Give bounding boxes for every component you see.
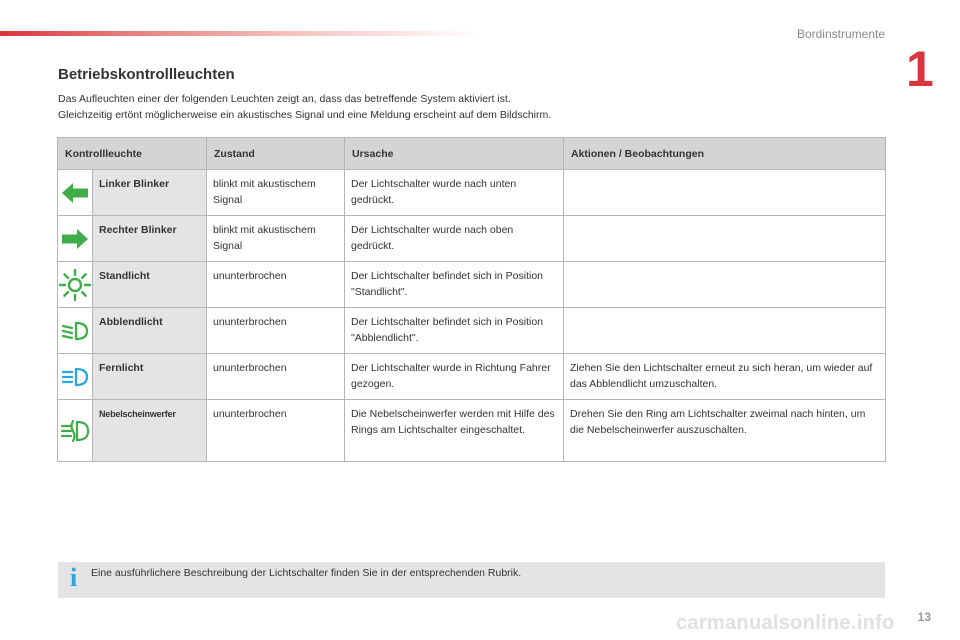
table-row — [58, 216, 886, 262]
chapter-number: 1 — [906, 41, 934, 97]
intro-line: Gleichzeitig ertönt möglicherweise ein akustisches Signal und eine Meldung erscheint auf dem Bildschirm. — [58, 109, 552, 121]
light-cause: Der Lichtschalter wurde nach oben gedrückt. — [345, 216, 564, 262]
table-row — [58, 400, 886, 462]
sidelight-icon — [58, 268, 92, 302]
light-action: Drehen Sie den Ring am Lichtschalter zweimal nach hinten, um die Nebelscheinwerfer auszuschalten. — [564, 400, 886, 462]
light-name: Linker Blinker — [93, 170, 207, 216]
intro-text — [58, 91, 551, 123]
light-state: ununterbrochen — [207, 262, 345, 308]
light-cause: Der Lichtschalter wurde nach unten gedrückt. — [345, 170, 564, 216]
light-cause: Die Nebelscheinwerfer werden mit Hilfe des Rings am Lichtschalter eingeschaltet. — [345, 400, 564, 462]
high-beam-icon — [60, 365, 90, 389]
icon-cell — [58, 400, 93, 462]
light-action: Ziehen Sie den Lichtschalter erneut zu sich heran, um wieder auf das Abblendlicht umzuschalten. — [564, 354, 886, 400]
light-state: ununterbrochen — [207, 308, 345, 354]
light-state: ununterbrochen — [207, 400, 345, 462]
icon-cell — [58, 262, 93, 308]
light-name: Standlicht — [93, 262, 207, 308]
icon-cell — [58, 216, 93, 262]
header-accent-bar — [0, 31, 480, 36]
icon-cell — [58, 354, 93, 400]
light-state: ununterbrochen — [207, 354, 345, 400]
light-cause: Der Lichtschalter befindet sich in Position "Standlicht". — [345, 262, 564, 308]
column-header-cause: Ursache — [345, 138, 564, 170]
icon-cell — [58, 170, 93, 216]
arrow-right-icon — [60, 227, 90, 251]
light-name: Abblendlicht — [93, 308, 207, 354]
table-row — [58, 354, 886, 400]
info-text: Eine ausführlichere Beschreibung der Lichtschalter finden Sie in der entsprechenden Rubrik. — [91, 567, 522, 579]
section-label: Bordinstrumente — [796, 27, 885, 41]
page-title: Betriebskontrollleuchten — [58, 66, 235, 83]
light-action — [564, 170, 886, 216]
intro-line: Das Aufleuchten einer der folgenden Leuchten zeigt an, dass das betreffende System aktiviert ist. — [58, 93, 511, 105]
warning-lights-table — [57, 137, 886, 462]
light-cause: Der Lichtschalter wurde in Richtung Fahrer gezogen. — [345, 354, 564, 400]
light-state: blinkt mit akustischem Signal — [207, 170, 345, 216]
watermark: carmanualsonline.info — [676, 612, 895, 634]
light-cause: Der Lichtschalter befindet sich in Position "Abblendlicht". — [345, 308, 564, 354]
column-header-state: Zustand — [207, 138, 345, 170]
low-beam-icon — [60, 319, 90, 343]
light-name: Fernlicht — [93, 354, 207, 400]
column-header-light: Kontrollleuchte — [58, 138, 207, 170]
column-header-action: Aktionen / Beobachtungen — [564, 138, 886, 170]
light-name: Nebelscheinwerfer — [93, 400, 207, 462]
light-state: blinkt mit akustischem Signal — [207, 216, 345, 262]
table-row — [58, 308, 886, 354]
table-header-row — [58, 138, 886, 170]
front-fog-icon — [59, 418, 91, 444]
info-icon: i — [70, 563, 78, 592]
light-action — [564, 216, 886, 262]
icon-cell — [58, 308, 93, 354]
table-row — [58, 170, 886, 216]
light-action — [564, 262, 886, 308]
light-name: Rechter Blinker — [93, 216, 207, 262]
info-box — [58, 562, 885, 598]
arrow-left-icon — [60, 181, 90, 205]
table-row — [58, 262, 886, 308]
page-number: 13 — [917, 610, 931, 624]
light-action — [564, 308, 886, 354]
